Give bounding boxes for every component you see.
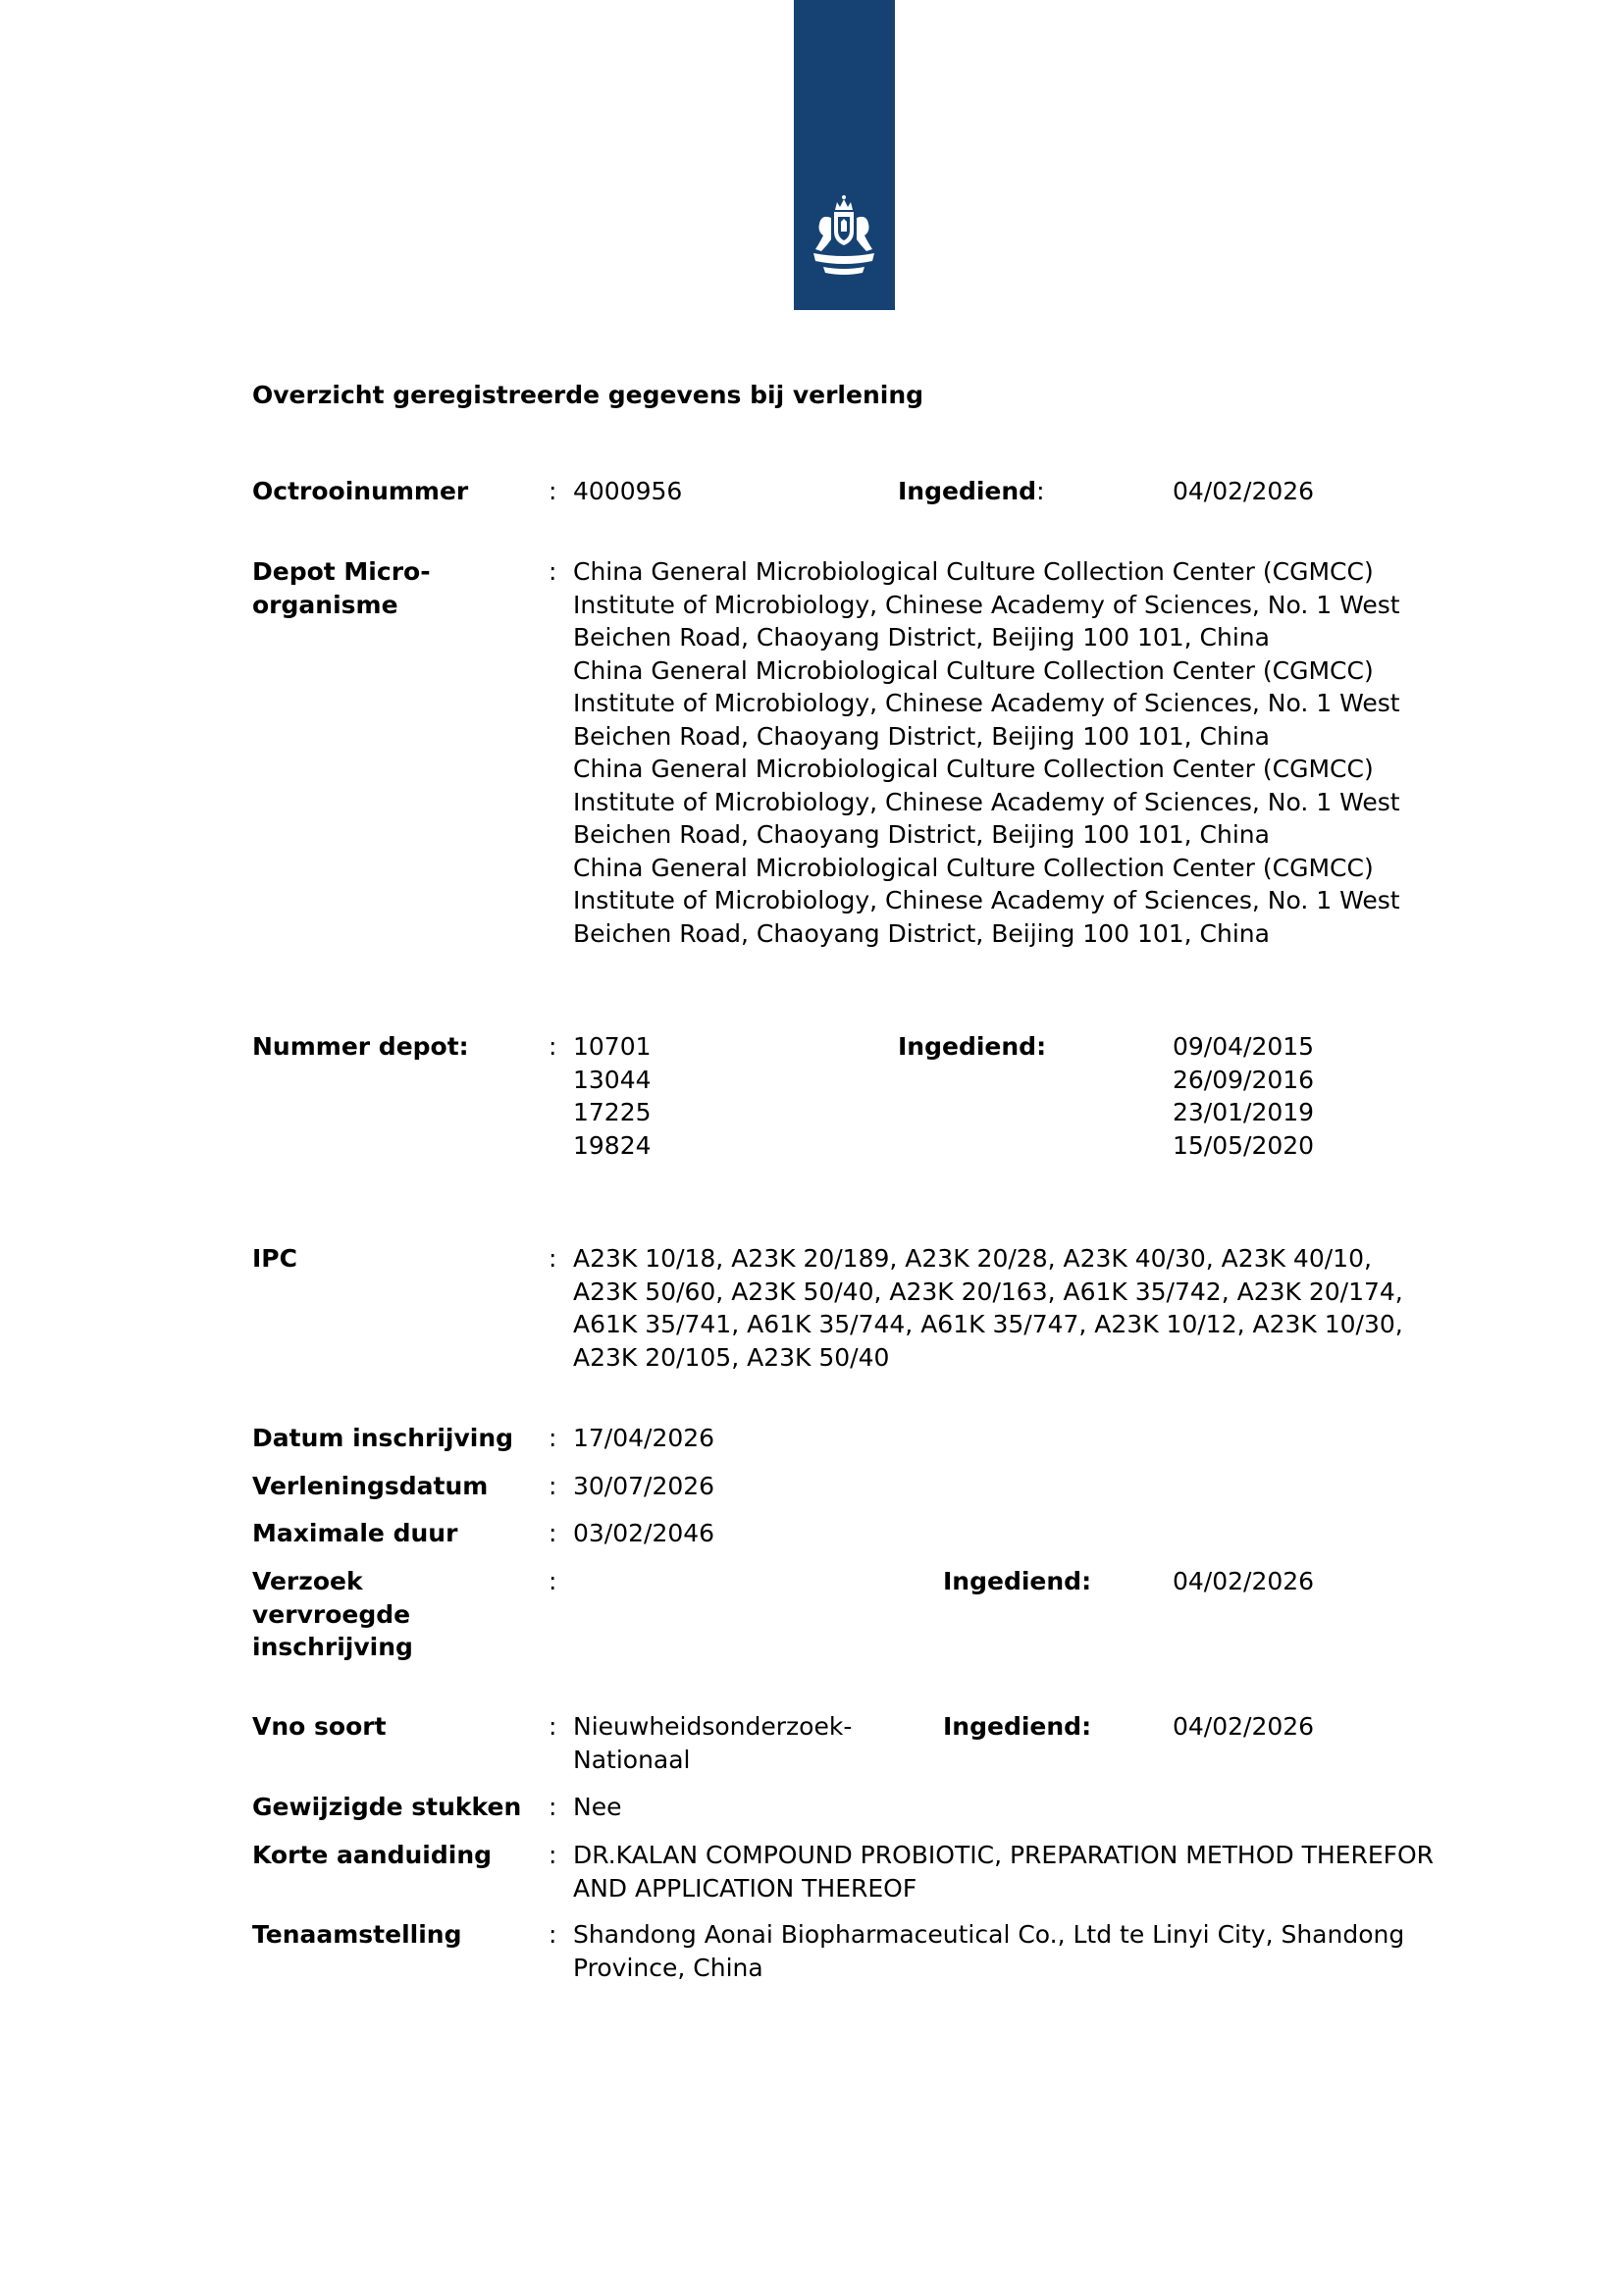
- field-colon: :: [549, 1712, 557, 1741]
- address-line: Institute of Microbiology, Chinese Academy of Sciences, No. 1 West: [573, 689, 1400, 717]
- depot-number: 13044: [573, 1065, 652, 1094]
- ipc-line: A23K 50/60, A23K 50/40, A23K 20/163, A61K 35/742, A23K 20/174,: [573, 1277, 1403, 1306]
- depot-date: 26/09/2016: [1173, 1065, 1315, 1094]
- coat-of-arms-icon: [794, 0, 895, 310]
- field-value: 03/02/2046: [573, 1519, 715, 1547]
- field-value: Nee: [573, 1793, 622, 1821]
- depot-date: 23/01/2019: [1173, 1098, 1315, 1126]
- depot-number: 19824: [573, 1130, 652, 1160]
- ingediend-label: Ingediend:: [898, 477, 1045, 505]
- government-logo-band: [794, 0, 895, 310]
- address-line: Beichen Road, Chaoyang District, Beijing 100 101, China: [573, 820, 1270, 849]
- field-value: [573, 1242, 1476, 1374]
- field-label: Vno soort: [252, 1712, 387, 1741]
- ingediend-label: Ingediend:: [943, 1712, 1092, 1741]
- field-colon: :: [549, 1244, 557, 1273]
- address-line: Beichen Road, Chaoyang District, Beijing 100 101, China: [573, 918, 1270, 948]
- address-line: China General Microbiological Culture Collection Center (CGMCC): [573, 853, 1374, 882]
- address-line: China General Microbiological Culture Collection Center (CGMCC): [573, 557, 1374, 586]
- depot-number: 17225: [573, 1098, 652, 1126]
- address-line: Institute of Microbiology, Chinese Academy of Sciences, No. 1 West: [573, 590, 1400, 619]
- field-colon: :: [549, 1793, 557, 1821]
- address-line: China General Microbiological Culture Collection Center (CGMCC): [573, 655, 1374, 685]
- field-label: Tenaamstelling: [252, 1920, 462, 1949]
- ingediend-label: Ingediend:: [898, 1032, 1047, 1061]
- field-label: Depot Micro- organisme: [252, 557, 431, 619]
- ipc-line: A23K 20/105, A23K 50/40: [573, 1342, 890, 1372]
- field-colon: :: [549, 1841, 557, 1869]
- field-colon: :: [549, 477, 557, 505]
- field-label: IPC: [252, 1244, 297, 1273]
- field-colon: :: [549, 1424, 557, 1452]
- field-label: Korte aanduiding: [252, 1841, 493, 1869]
- address-line: Institute of Microbiology, Chinese Academy of Sciences, No. 1 West: [573, 886, 1400, 914]
- field-colon: :: [549, 1920, 557, 1949]
- address-line: China General Microbiological Culture Collection Center (CGMCC): [573, 755, 1374, 783]
- address-line: Beichen Road, Chaoyang District, Beijing 100 101, China: [573, 623, 1270, 652]
- depot-number: 10701: [573, 1032, 652, 1061]
- holder-line: Province, China: [573, 1953, 763, 1982]
- field-label: Maximale duur: [252, 1519, 458, 1547]
- field-value: 17/04/2026: [573, 1424, 715, 1452]
- field-colon: :: [549, 1567, 557, 1595]
- address-line: Beichen Road, Chaoyang District, Beijing 100 101, China: [573, 721, 1270, 751]
- page-title: Overzicht geregistreerde gegevens bij verlening: [252, 381, 924, 409]
- ingediend-dates: [1173, 1030, 1314, 1162]
- field-value: [573, 555, 1476, 950]
- field-colon: :: [549, 557, 557, 586]
- field-value: 4000956: [573, 477, 683, 505]
- field-colon: :: [549, 1519, 557, 1547]
- field-label: Nummer depot:: [252, 1032, 469, 1061]
- vno-line: Nieuwheidsonderzoek-: [573, 1712, 853, 1741]
- field-label: Octrooinummer: [252, 477, 469, 505]
- field-colon: :: [549, 1032, 557, 1061]
- field-colon: :: [549, 1472, 557, 1500]
- ingediend-value: 04/02/2026: [1173, 1567, 1315, 1595]
- holder-line: Shandong Aonai Biopharmaceutical Co., Ltd te Linyi City, Shandong: [573, 1920, 1405, 1949]
- ipc-line: A61K 35/741, A61K 35/744, A61K 35/747, A23K 10/12, A23K 10/30,: [573, 1310, 1403, 1338]
- ingediend-label: Ingediend:: [943, 1567, 1092, 1595]
- ipc-line: A23K 10/18, A23K 20/189, A23K 20/28, A23K 40/30, A23K 40/10,: [573, 1244, 1372, 1273]
- field-value: [573, 1839, 1476, 1904]
- field-label: Verzoek vervroegde inschrijving: [252, 1567, 413, 1661]
- depot-date: 15/05/2020: [1173, 1130, 1315, 1160]
- field-value: [573, 1918, 1476, 1984]
- title-line: DR.KALAN COMPOUND PROBIOTIC, PREPARATION METHOD THEREFOR: [573, 1841, 1435, 1869]
- field-label: Verleningsdatum: [252, 1472, 489, 1500]
- field-value: 30/07/2026: [573, 1472, 715, 1500]
- field-label: Gewijzigde stukken: [252, 1793, 522, 1821]
- ingediend-value: 04/02/2026: [1173, 477, 1315, 505]
- title-line: AND APPLICATION THEREOF: [573, 1873, 917, 1903]
- vno-line: Nationaal: [573, 1745, 691, 1774]
- field-label: Datum inschrijving: [252, 1424, 514, 1452]
- address-line: Institute of Microbiology, Chinese Academy of Sciences, No. 1 West: [573, 787, 1400, 816]
- depot-date: 09/04/2015: [1173, 1032, 1315, 1061]
- ingediend-value: 04/02/2026: [1173, 1712, 1315, 1741]
